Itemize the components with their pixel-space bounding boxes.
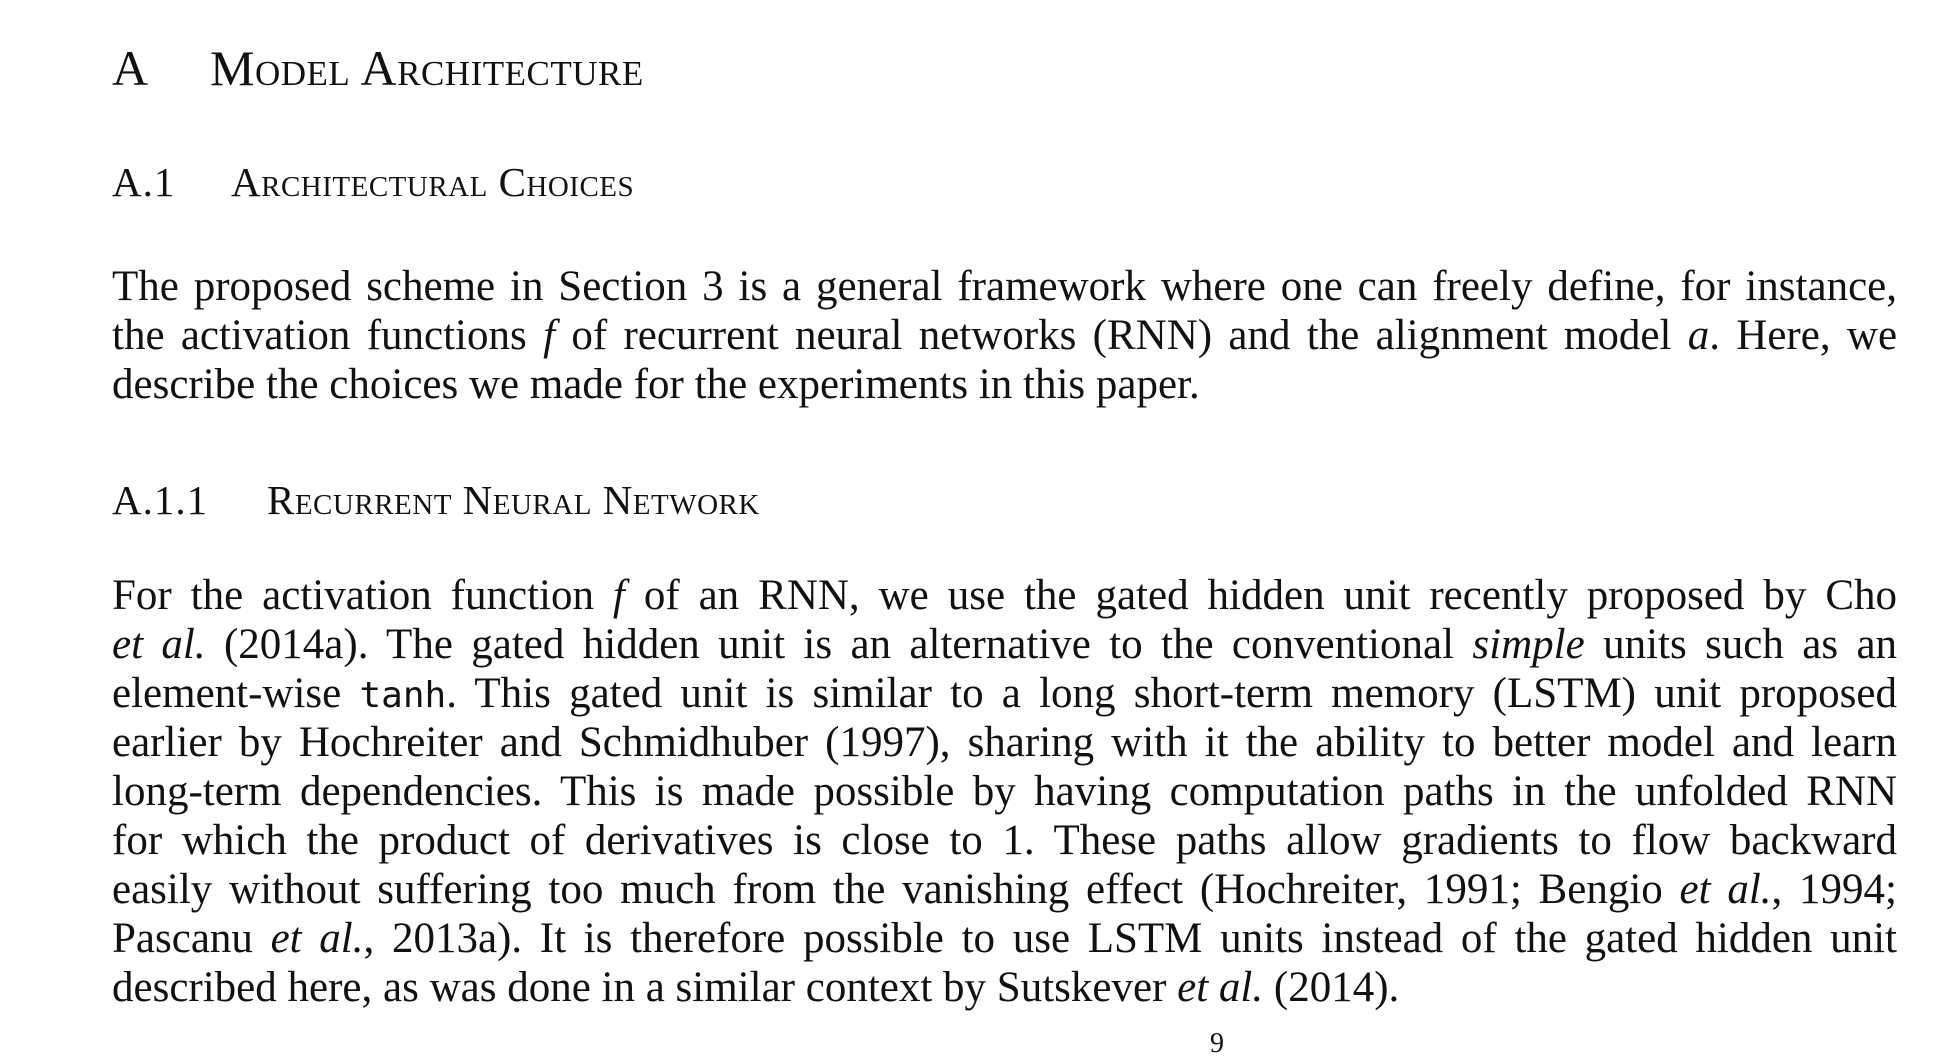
rnn-text-1a: For the activation function	[112, 572, 594, 619]
intro-text-2a: the activation functions	[112, 312, 527, 359]
rnn-line-6	[112, 816, 1897, 865]
citation-et-al: et al.	[1679, 866, 1772, 913]
section-heading	[112, 38, 1897, 98]
rnn-text-7b: , 1994;	[1771, 866, 1897, 913]
rnn-text-8a: Pascanu	[112, 915, 253, 962]
intro-paragraph	[112, 262, 1897, 409]
subsubsection-heading	[112, 475, 1897, 525]
math-tanh: tanh	[359, 675, 447, 716]
rnn-paragraph	[112, 571, 1897, 1012]
citation-et-al: et al.	[1177, 964, 1264, 1011]
subsection-title: Architectural Choices	[231, 159, 635, 205]
rnn-text-3b: . This gated unit is similar to a long short-term memory (LSTM) unit proposed	[446, 670, 1897, 717]
rnn-text-5: long-term dependencies. This is made possible by having computation paths in the unfolded RNN	[112, 768, 1897, 815]
rnn-line-3	[112, 669, 1897, 718]
rnn-text-6: for which the product of derivatives is close to 1. These paths allow gradients to flow backward	[112, 817, 1897, 864]
math-f: f	[612, 572, 625, 619]
citation-et-al: et al.	[112, 621, 206, 668]
section-number: A	[112, 40, 149, 96]
rnn-text-2b: units such as an	[1603, 621, 1898, 668]
emphasis-simple: simple	[1472, 621, 1585, 668]
citation-et-al: et al.	[270, 915, 364, 962]
rnn-line-5	[112, 767, 1897, 816]
rnn-line-1	[112, 571, 1897, 620]
rnn-line-9	[112, 963, 1897, 1012]
rnn-text-7a: easily without suffering too much from the vanishing effect (Hochreiter, 1991; Bengio	[112, 866, 1663, 913]
rnn-line-4	[112, 718, 1897, 767]
intro-text-2b: of recurrent neural networks (RNN) and the alignment model	[571, 312, 1672, 359]
intro-text-3: describe the choices we made for the experiments in this paper.	[112, 361, 1200, 408]
intro-text-2c: . Here, we	[1709, 312, 1898, 359]
rnn-text-2a: (2014a). The gated hidden unit is an alternative to the conventional	[223, 621, 1455, 668]
subsubsection-number: A.1.1	[112, 477, 209, 523]
rnn-text-9a: described here, as was done in a similar context by Sutskever	[112, 964, 1167, 1011]
rnn-line-8	[112, 914, 1897, 963]
math-f: f	[543, 312, 556, 359]
intro-line-1	[112, 262, 1897, 311]
rnn-line-2	[112, 620, 1897, 669]
rnn-text-1b: of an RNN, we use the gated hidden unit recently proposed by Cho	[643, 572, 1898, 619]
page-number: 9	[1210, 1028, 1224, 1059]
rnn-line-7	[112, 865, 1897, 914]
rnn-text-8b: , 2013a). It is therefore possible to use LSTM units instead of the gated hidden unit	[363, 915, 1897, 962]
intro-line-3	[112, 360, 1897, 409]
section-title: Model Architecture	[210, 40, 644, 96]
math-a: a	[1687, 312, 1710, 359]
intro-text-1: The proposed scheme in Section 3 is a general framework where one can freely define, for instance,	[112, 263, 1897, 310]
rnn-text-9b: (2014).	[1273, 964, 1400, 1011]
subsection-number: A.1	[112, 159, 176, 205]
rnn-text-3a: element-wise	[112, 670, 342, 717]
subsubsection-title: Recurrent Neural Network	[267, 477, 760, 523]
rnn-text-4: earlier by Hochreiter and Schmidhuber (1997), sharing with it the ability to better model and learn	[112, 719, 1897, 766]
intro-line-2	[112, 311, 1897, 360]
subsection-heading	[112, 157, 1897, 207]
